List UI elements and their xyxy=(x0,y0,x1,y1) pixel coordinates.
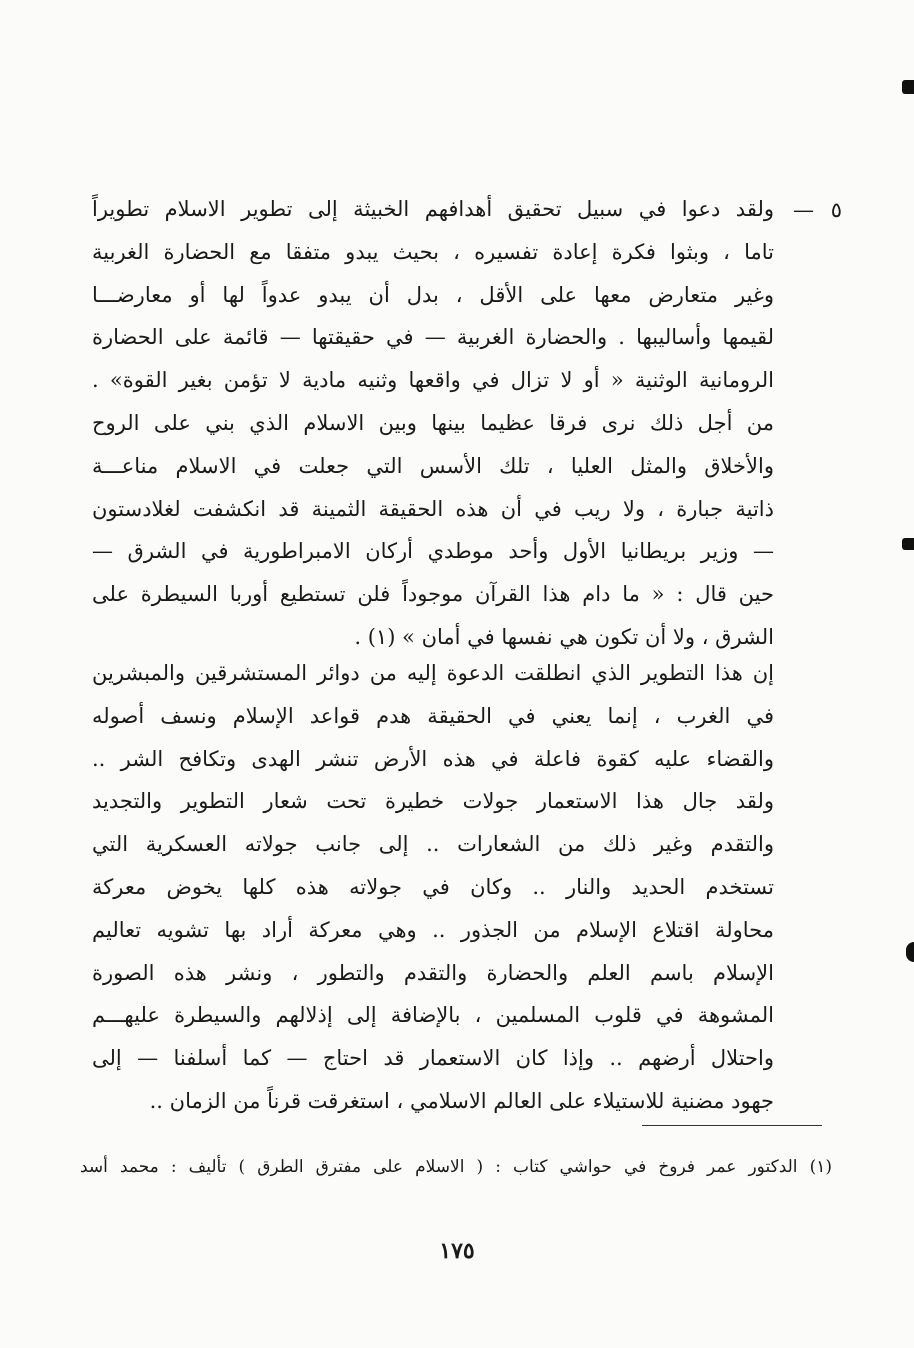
page-edge-mark xyxy=(902,80,914,94)
text-line: الرومانية الوثنية « أو لا تزال في واقعها وثنيه مادية لا تؤمن بغير القوة» . xyxy=(92,368,774,393)
footnote-separator xyxy=(642,1125,822,1126)
text-line: لقيمها وأساليبها . والحضارة الغربية — في حقيقتها — قائمة على الحضارة xyxy=(92,325,774,350)
body-paragraph xyxy=(0,652,824,1123)
text-line: الشرق ، ولا أن تكون هي نفسها في أمان » (١) . xyxy=(354,624,774,649)
text-line: حين قال : « ما دام هذا القرآن موجوداً فلن تستطيع أوربا السيطرة على xyxy=(92,582,774,607)
text-line: الإسلام باسم العلم والحضارة والتقدم والتطور ، ونشر هذه الصورة xyxy=(92,960,774,985)
text-line: تاما ، وبثوا فكرة إعادة تفسيره ، بحيث يبدو متفقا مع الحضارة الغربية xyxy=(92,239,774,264)
page-number: ١٧٥ xyxy=(439,1238,475,1264)
text-line: ذاتية جبارة ، ولا ريب في أن هذه الحقيقة الثمينة قد انكشفت لغلادستون xyxy=(92,496,774,521)
text-line: من أجل ذلك نرى فرقا عظيما بينها وبين الاسلام الذي بني على الروح xyxy=(92,410,774,435)
text-line: تستخدم الحديد والنار .. وكان في جولاته هذه كلها يخوض معركة xyxy=(92,874,774,899)
text-line: في الغرب ، إنما يعني في الحقيقة هدم قواعد الإسلام ونسف أصوله xyxy=(92,703,774,728)
text-line: والأخلاق والمثل العليا ، تلك الأسس التي جعلت في الاسلام مناعـــة xyxy=(92,453,774,478)
page-edge-mark xyxy=(902,538,914,550)
text-line: جهود مضنية للاستيلاء على العالم الاسلامي ، استغرقت قرناً من الزمان .. xyxy=(149,1088,774,1113)
text-line: والقضاء عليه كقوة فاعلة في هذه الأرض تنشر الهدى وتكافح الشر .. xyxy=(92,746,774,771)
item-number-dash: — xyxy=(793,198,815,222)
text-line: والتقدم وغير ذلك من الشعارات .. إلى جانب جولاته العسكرية التي xyxy=(92,832,774,857)
text-line: واحتلال أرضهم .. وإذا كان الاستعمار قد احتاج — كما أسلفنا — إلى xyxy=(92,1046,774,1071)
page-edge-mark xyxy=(906,942,914,962)
text-line: ولقد دعوا في سبيل تحقيق أهدافهم الخبيثة إلى تطوير الاسلام تطويراً xyxy=(92,197,774,221)
text-line: ولقد جال هذا الاستعمار جولات خطيرة تحت شعار التطوير والتجديد xyxy=(92,789,774,814)
text-line: وغير متعارض معها على الأقل ، بدل أن يبدو عدواً لها أو معارضـــا xyxy=(92,282,774,307)
footnote: (١) الدكتور عمر فروخ في حواشي كتاب : ( الاسلام على مفترق الطرق ) تأليف : محمد أسد xyxy=(80,1157,832,1177)
text-line: — وزير بريطانيا الأول وأحد موطدي أركان الامبراطورية في الشرق — xyxy=(92,539,774,564)
text-line: محاولة اقتلاع الإسلام من الجذور .. وهي معركة أراد بها تشويه تعاليم xyxy=(92,917,774,942)
text-line: إن هذا التطوير الذي انطلقت الدعوة إليه من دوائر المستشرقين والمبشرين xyxy=(92,661,774,685)
text-line: المشوهة في قلوب المسلمين ، بالإضافة إلى إذلالهم والسيطرة عليهـــم xyxy=(92,1003,774,1028)
item-number-digit: ٥ xyxy=(830,198,842,222)
numbered-paragraph xyxy=(0,188,824,659)
